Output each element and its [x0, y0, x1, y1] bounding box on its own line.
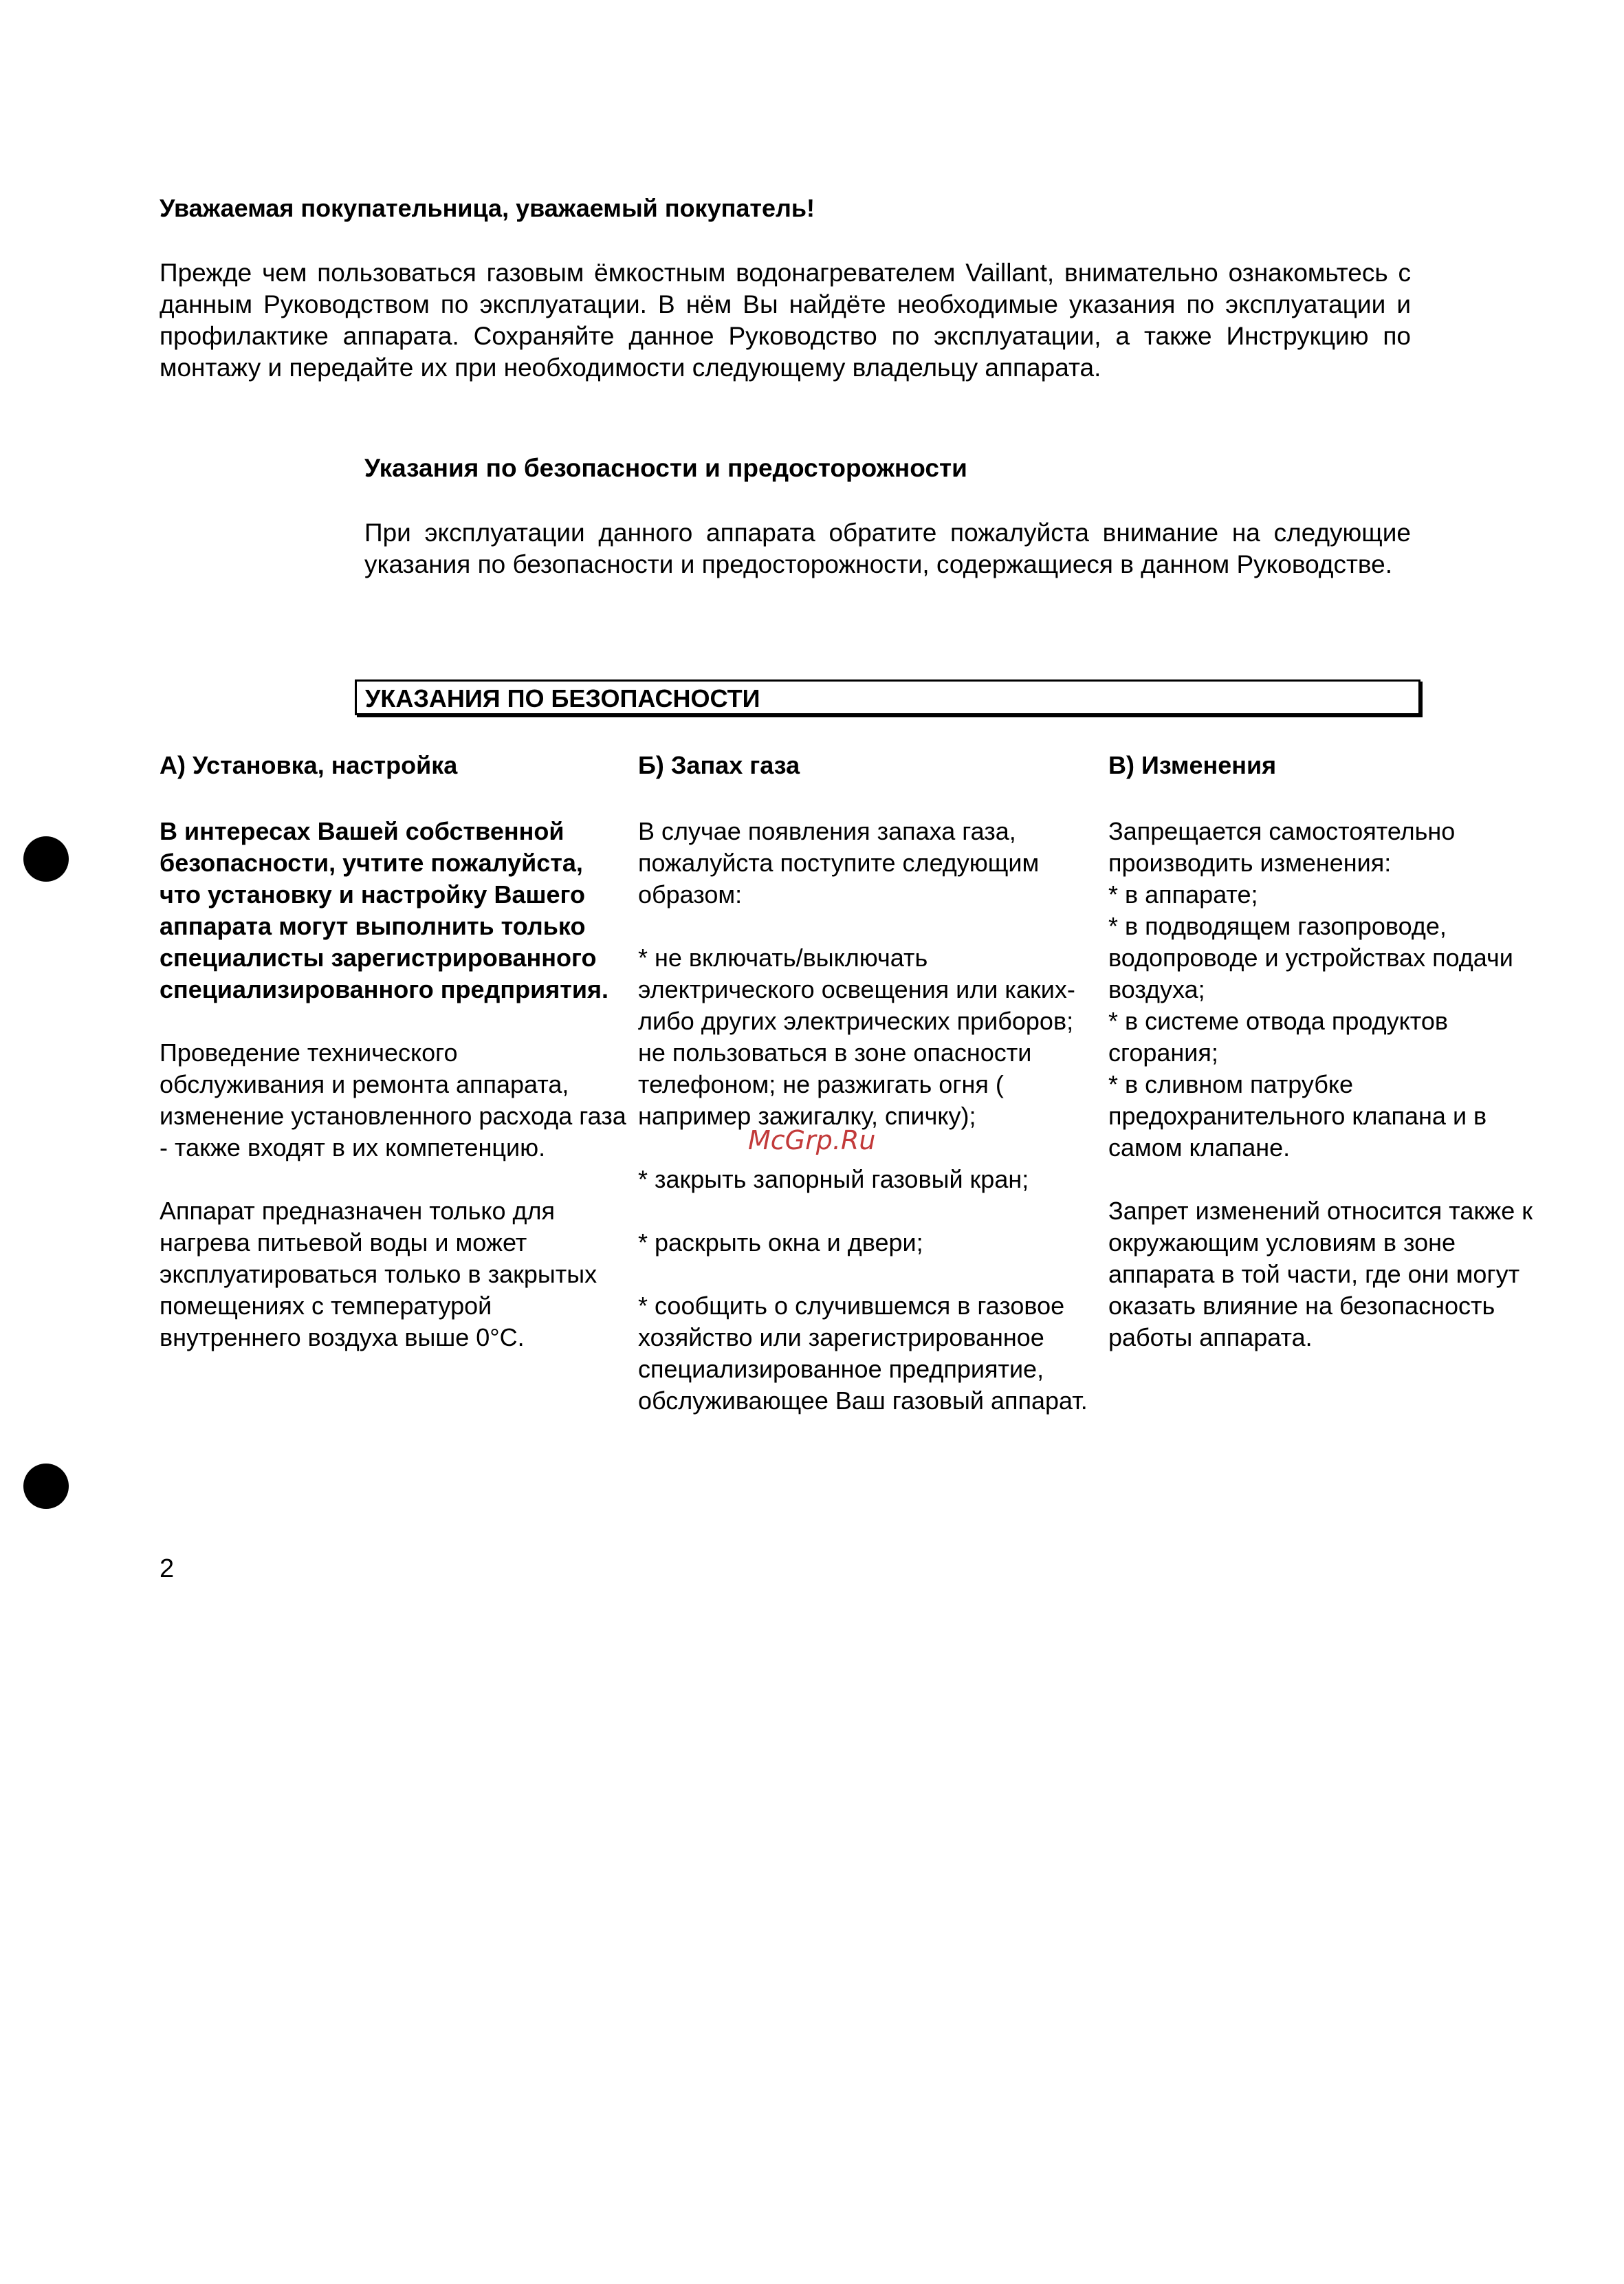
intro-paragraph: Прежде чем пользоваться газовым ёмкостным водонагревателем Vaillant, внимательно ознакомьтесь с данным Руководством по эксплуатации. В нём Вы найдёте необходимые указания по эксплуатации и профилактике аппарата. Сохраняйте данное Руководство по эксплуатации, а также Инструкцию по монтажу и передайте их при необходимости следующему владельцу аппарата.	[160, 259, 1411, 382]
gas-smell-item: * закрыть запорный газовый кран;	[638, 1165, 1029, 1193]
modifications-intro: Запрещается самостоятельно производить изменения:	[1108, 817, 1456, 877]
modifications-paragraph: Запрет изменений относится также к окружающим условиям в зоне аппарата в той части, где они могут оказать влияние на безопасность работы аппарата.	[1108, 1197, 1533, 1351]
gas-smell-item: * не включать/выключать электрического освещения или каких-либо других электрических приборов; не пользоваться в зоне опасности телефоном; не разжигать огня ( например зажигалку, спичку);	[638, 944, 1075, 1130]
column-gas-smell-title: Б) Запах газа	[638, 751, 800, 779]
column-gas-smell	[638, 750, 1093, 1417]
watermark: McGrp.Ru	[748, 1125, 876, 1155]
punch-hole-top	[23, 836, 69, 882]
column-modifications-title: В) Изменения	[1108, 751, 1277, 779]
safety-heading: Указания по безопасности и предосторожности	[364, 454, 967, 482]
modifications-item: * в подводящем газопроводе, водопроводе и устройствах подачи воздуха;	[1108, 912, 1513, 1003]
column-installation	[160, 750, 627, 1353]
modifications-item: * в аппарате;	[1108, 880, 1258, 909]
modifications-item: * в системе отвода продуктов сгорания;	[1108, 1007, 1448, 1067]
safety-intro-paragraph: При эксплуатации данного аппарата обратите пожалуйста внимание на следующие указания по безопасности и предосторожности, содержащиеся в данном Руководстве.	[364, 519, 1411, 578]
safety-banner	[355, 679, 1420, 715]
gas-smell-intro: В случае появления запаха газа, пожалуйста поступите следующим образом:	[638, 817, 1040, 909]
modifications-item: * в сливном патрубке предохранительного клапана и в самом клапане.	[1108, 1070, 1487, 1162]
installation-service-paragraph: Проведение технического обслуживания и ремонта аппарата, изменение установленного расхода газа - также входят в их компетенцию.	[160, 1038, 626, 1162]
installation-usage-paragraph: Аппарат предназначен только для нагрева питьевой воды и может эксплуатироваться только в закрытых помещениях с температурой внутреннего воздуха выше 0°С.	[160, 1197, 597, 1351]
column-modifications	[1108, 750, 1562, 1353]
greeting-heading: Уважаемая покупательница, уважаемый покупатель!	[160, 194, 815, 222]
page-number: 2	[160, 1554, 175, 1583]
punch-hole-bottom	[23, 1464, 69, 1509]
gas-smell-item: * сообщить о случившемся в газовое хозяйство или зарегистрированное специализированное предприятие, обслуживающее Ваш газовый аппарат.	[638, 1292, 1088, 1415]
safety-banner-title: УКАЗАНИЯ ПО БЕЗОПАСНОСТИ	[365, 684, 760, 713]
gas-smell-item: * раскрыть окна и двери;	[638, 1228, 923, 1257]
column-installation-title: А) Установка, настройка	[160, 751, 458, 779]
installation-warning: В интересах Вашей собственной безопасности, учтите пожалуйста, что установку и настройку Вашего аппарата могут выполнить только специалисты зарегистрированного специализированного предприятия.	[160, 817, 608, 1003]
